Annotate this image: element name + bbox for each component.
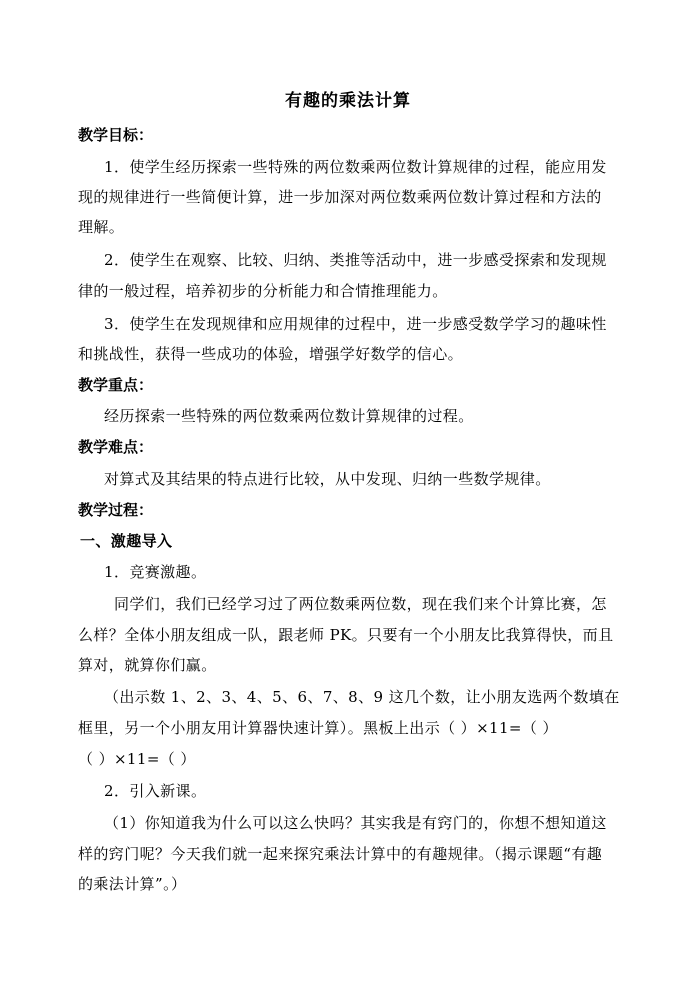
heading-process: 教学过程： xyxy=(78,501,154,519)
goal-3-line-1: 3．使学生在发现规律和应用规律的过程中，进一步感受数学学习的趣味性 xyxy=(104,315,607,333)
goal-1-line-2: 现的规律进行一些简便计算，进一步加深对两位数乘两位数计算过程和方法的 xyxy=(78,188,602,206)
para-3-line-3: 的乘法计算”。） xyxy=(78,875,187,893)
heading-goals: 教学目标： xyxy=(78,126,154,144)
step-1: 1．竞赛激趣。 xyxy=(104,563,207,581)
para-1-line-3: 算对，就算你们赢。 xyxy=(78,656,217,674)
document-title: 有趣的乘法计算 xyxy=(285,91,411,111)
goal-1-line-3: 理解。 xyxy=(78,218,125,236)
process-section-1: 一、激趣导入 xyxy=(80,532,173,550)
goal-3-line-2: 和挑战性，获得一些成功的体验，增强学好数学的信心。 xyxy=(78,345,464,363)
para-3-line-2: 样的窍门呢？今天我们就一起来探究乘法计算中的有趣规律。（揭示课题“有趣 xyxy=(78,845,603,863)
para-1-line-2: 么样？全体小朋友组成一队，跟老师 PK。只要有一个小朋友比我算得快，而且 xyxy=(78,626,614,644)
key-point-text: 经历探索一些特殊的两位数乘两位数计算规律的过程。 xyxy=(104,407,474,425)
goal-2-line-1: 2．使学生在观察、比较、归纳、类推等活动中，进一步感受探索和发现规 xyxy=(104,251,607,269)
step-2: 2．引入新课。 xyxy=(104,782,207,800)
para-2-line-3: （ ）×11=（ ） xyxy=(78,750,196,768)
para-2-line-1: （出示数 1、2、3、4、5、6、7、8、9 这几个数，让小朋友选两个数填在 xyxy=(104,688,620,706)
difficulty-text: 对算式及其结果的特点进行比较，从中发现、归纳一些数学规律。 xyxy=(104,470,551,488)
goal-2-line-2: 律的一般过程，培养初步的分析能力和合情推理能力。 xyxy=(78,282,448,300)
heading-difficulty: 教学难点： xyxy=(78,438,154,456)
heading-key-point: 教学重点： xyxy=(78,376,154,394)
para-1-line-1: 同学们，我们已经学习过了两位数乘两位数，现在我们来个计算比赛，怎 xyxy=(114,595,607,613)
para-3-line-1: （1）你知道我为什么可以这么快吗？其实我是有窍门的，你想不想知道这 xyxy=(104,814,607,832)
goal-1-line-1: 1．使学生经历探索一些特殊的两位数乘两位数计算规律的过程，能应用发 xyxy=(104,158,607,176)
para-2-line-2: 框里，另一个小朋友用计算器快速计算）。黑板上出示（ ）×11=（ ） xyxy=(78,719,558,737)
